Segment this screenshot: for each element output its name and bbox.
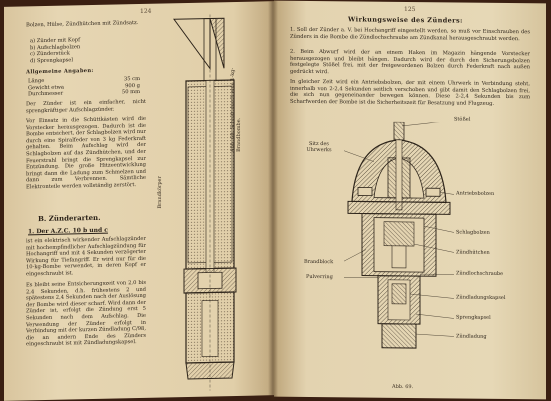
label-schlagbolzen: Schlagbolzen — [456, 229, 490, 235]
label-uhrwerk: Sitz des Uhrwerks — [298, 141, 340, 153]
right-para-3: In gleicher Zeit wird ein Antriebsbolzen, der mit einem Uhrwerk in Verbindung steht, innerhalb von 2-2,4 Sekunden seitlich verschoben und gibt damit den Schlagbolzen frei, die sich nun gegeneinander bewegen können. Diese 2-2,4 Sekunden bis zum Scharfwerden der Bombe ist die Sicherheitszeit für Besatzung und Flugzeug. — [290, 79, 530, 110]
parts-list-item: a) Zünder mit Kopf — [30, 36, 145, 45]
parts-list-item: d) Sprengkapsel — [30, 56, 145, 65]
spec-table — [28, 76, 140, 98]
spec-row: Länge 35 cm — [28, 76, 140, 85]
label-zuendlochschraube: Zündlochschraube — [456, 270, 503, 276]
right-page — [274, 1, 546, 400]
left-page — [4, 1, 274, 401]
left-intro-text: Bolzen, Hülse, Zündhütchen mit Zündsatz. — [26, 20, 146, 29]
fuze-cross-section-figure — [344, 121, 454, 352]
spec-row: Gewicht etwa 900 g — [28, 83, 140, 92]
right-para-1: 1. Soll der Zünder a. V. bei Hochangriff eingestellt werden, so muß vor Einschrauben des Zünders in die Bombe die Zündlochschraube am Zündkanal herausgeschraubt werden. — [290, 27, 530, 45]
label-pulverring: Pulverring — [306, 274, 333, 280]
subsection-title: 1. Der A.Z.C. 10 b und c — [28, 227, 108, 236]
parts-list — [30, 36, 145, 65]
label-zuendladungskapsel: Zündladungskapsel — [456, 294, 505, 301]
label-antriebsbolzen: Antriebsbolzen — [456, 190, 494, 196]
bomb-cross-section-figure — [154, 9, 266, 395]
right-title: Wirkungsweise des Zünders: — [348, 15, 463, 24]
tail-fin-right — [210, 18, 224, 68]
tail-fin-left — [174, 19, 210, 70]
left-para-3: ist ein elektrisch wirkender Aufschlagzünder mit hochempfindlicher Aufschlagzündung für Hochangriff und mit 4 Sekunden verzögerter Wirkung für Tiefangriff. Er wird nur für die 10-kg-Bombe verwendet, in deren Kopf er eingeschraubt ist. — [26, 236, 146, 280]
label-zuendhuetchen: Zündhütchen — [456, 249, 490, 255]
left-para-4: Es bleibt seine Entsicherungszeit von 2,0 bis 2,4 Sekunden, d.h. frühestens 2 und spätestens 2,4 Sekunden nach der Auslösung der Bombe wird dieser scharf. Wird dann der Zünder ist, erfolgt die Zündung erst 5 Sekunden nach dem Aufschlag. Die Verwendung der Zünder erfolgt in Verbindung mit der kurzen Zündladung C/98, die an andern Ende des Zünders eingeschraubt ist mit Zündladungskapsel. — [26, 280, 146, 350]
parts-list-item: c) Zünderstück — [30, 49, 145, 58]
spec-row: Durchmesser 50 mm — [28, 89, 140, 98]
left-para-1: Der Zünder ist ein einfacher, nicht sprengkräftiger Aufschlagzünder. — [26, 99, 146, 117]
right-figure-caption: Abb. 69. — [392, 384, 413, 390]
left-figure-caption: Abb. 68. Schnitt durch eine 1-kg-Brandbombe. — [230, 42, 242, 152]
right-para-2: 2. Beim Abwurf wird der an einem Haken im Magazin hängende Vorstecker herausgezogen und bleibt hängen. Dadurch wird der durch den Sicherungsbolzen festgelegte Stößel frei, mit der freigewordenen Bolzen durch Federkraft nach außen gedrückt wird. — [290, 49, 530, 80]
right-page-number: 125 — [404, 6, 415, 13]
label-zuendladung: Zündladung — [456, 333, 487, 339]
label-sprengkapsel: Sprengkapsel — [456, 314, 491, 320]
left-para-2: Vor Einsatz in die Schüttkästen wird die Vorstecker herausgezogen. Dadurch ist die Bombe entsichert, der Schlagbolzen wird nur durch eine Spiralfeder von 3 kg Federkraft gehalten. Beim Aufschlag wird der Schlagbolzen auf das Zündhütchen, und der Feuerstrahl bringt die Sprengkapsel zur Entzündung. Die große Hitzeentwicklung bringt dann die Ladung zum Schmelzen und dann zum Verbrennen. Sämtliche Elektronteile werden vollständig zerstört. — [26, 116, 146, 193]
book-spine — [268, 0, 278, 400]
section-title: B. Zünderarten. — [38, 213, 101, 223]
label-stoessel: Stößel — [454, 116, 470, 122]
parts-list-item: b) Aufschlagbolzen — [30, 42, 145, 51]
spec-title: Allgemeine Angaben: — [26, 67, 146, 76]
left-page-number: 124 — [140, 8, 151, 15]
left-figure-side-label: Brandkörper — [157, 176, 163, 209]
label-brandblock: Brandblock — [304, 259, 333, 265]
